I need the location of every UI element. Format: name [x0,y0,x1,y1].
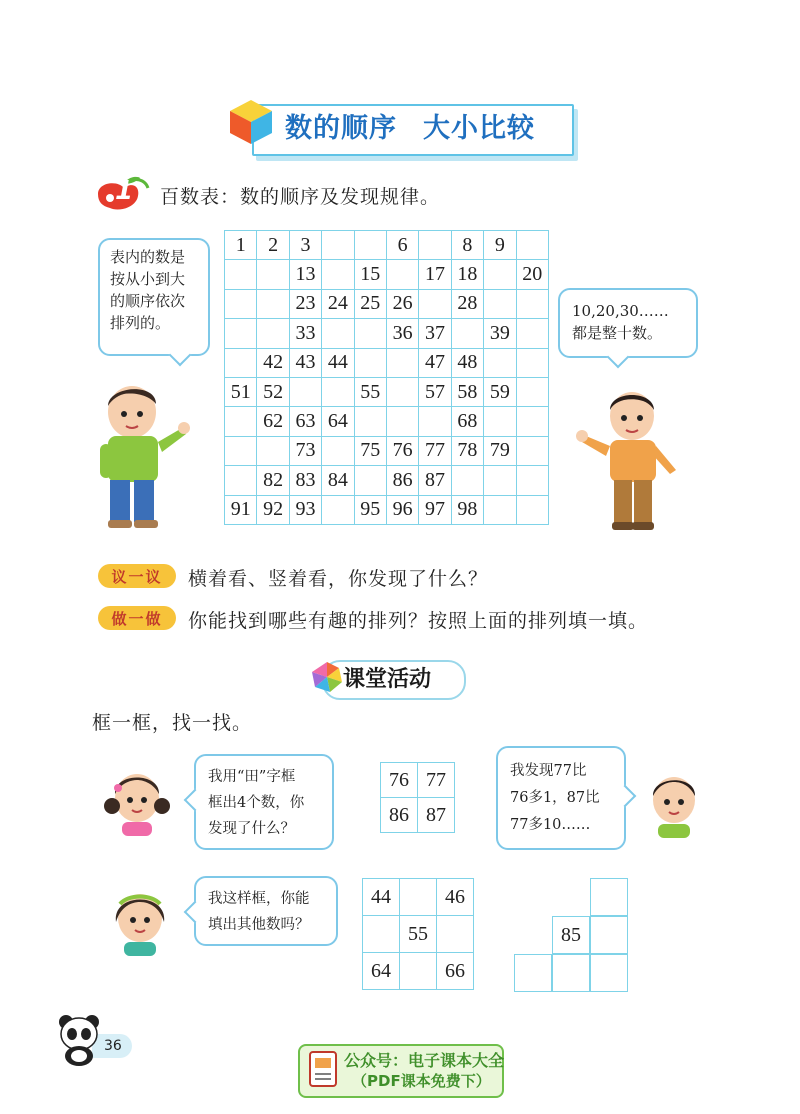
grid-cell: 76 [386,436,418,465]
grid-cell [354,231,386,260]
grid-cell [484,348,516,377]
girl-pigtails-illustration [104,766,170,836]
speech-bubble-girl2 [194,876,338,946]
grid-cell: 42 [257,348,289,377]
bubble-line: 77多10…… [510,817,591,833]
panda-icon [54,1012,106,1066]
grid-row [225,260,549,289]
grid-cell [225,407,257,436]
grid-cell [419,289,451,318]
grid-cell: 91 [225,495,257,524]
grid-cell: 20 [516,260,548,289]
grid-cell: 44 [363,879,400,916]
bubble-line: 框出4个数，你 [208,795,305,811]
page-number: 36 [104,1038,122,1054]
bubble-line: 按从小到大 [110,270,186,288]
activity-title: 课堂活动 [343,667,432,692]
bubble-line: 的顺序依次 [110,292,186,310]
hundred-grid [224,230,549,525]
grid-cell [516,495,548,524]
grid-row [225,495,549,524]
grid-cell: 83 [289,466,321,495]
grid-cell: 55 [400,916,437,953]
grid-cell: 57 [419,377,451,406]
grid-row [381,798,455,833]
grid-cell: 23 [289,289,321,318]
grid-cell: 96 [386,495,418,524]
grid-cell [400,879,437,916]
grid-cell [257,436,289,465]
grid-row [225,348,549,377]
grid-cell: 55 [354,377,386,406]
grid-cell [516,466,548,495]
staircase-grid [514,878,628,992]
grid-cell [516,436,548,465]
tian-grid [380,762,455,833]
grid-cell: 3 [289,231,321,260]
grid-cell: 64 [322,407,354,436]
grid-row [381,763,455,798]
grid-cell [516,289,548,318]
grid-cell: 86 [381,798,418,833]
grid-cell: 73 [289,436,321,465]
doit-label: 做一做 [98,606,176,630]
example-number: 1 [115,176,134,206]
diagonal-grid [362,878,474,990]
grid-row [363,879,474,916]
grid-cell: 93 [289,495,321,524]
grid-cell [386,260,418,289]
speech-bubble-left [98,238,210,356]
grid-cell: 47 [419,348,451,377]
grid-cell [484,495,516,524]
grid-cell: 44 [322,348,354,377]
grid-cell [419,407,451,436]
grid-cell [322,495,354,524]
grid-row [225,377,549,406]
grid-cell [516,407,548,436]
grid-cell: 51 [225,377,257,406]
grid-cell [354,348,386,377]
speech-bubble-girl1 [194,754,334,850]
girl-headband-illustration [108,886,172,956]
grid-cell [516,348,548,377]
grid-row [225,407,549,436]
grid-cell: 28 [451,289,483,318]
frame-instruction: 框一框，找一找。 [92,712,253,734]
pinwheel-icon [310,660,344,694]
grid-cell [225,466,257,495]
grid-cell [257,260,289,289]
grid-cell [225,436,257,465]
grid-cell: 33 [289,319,321,348]
grid-cell: 17 [419,260,451,289]
grid-cell: 15 [354,260,386,289]
grid-cell: 79 [484,436,516,465]
grid-row [225,319,549,348]
grid-cell [257,289,289,318]
grid-cell [354,466,386,495]
doit-text: 你能找到哪些有趣的排列？按照上面的排列填一填。 [188,610,649,632]
grid-cell [552,954,590,992]
grid-cell [516,377,548,406]
grid-row [225,436,549,465]
grid-cell: 63 [289,407,321,436]
grid-cell [514,954,552,992]
grid-row [363,953,474,990]
bubble-line: 发现了什么？ [208,821,295,837]
bubble-line: 我发现77比 [510,763,587,779]
section-heading: 百数表：数的顺序及发现规律。 [160,186,441,208]
discuss-text: 横着看、竖着看，你发现了什么？ [188,568,489,590]
grid-cell [516,319,548,348]
boy-green-collar-illustration [646,770,702,838]
grid-cell [225,260,257,289]
bubble-line: 填出其他数吗？ [208,917,310,933]
grid-cell [386,377,418,406]
grid-cell [451,466,483,495]
grid-cell: 26 [386,289,418,318]
grid-row [225,231,549,260]
bubble-line: 表内的数是 [110,248,186,266]
grid-cell: 39 [484,319,516,348]
grid-cell: 9 [484,231,516,260]
grid-cell: 87 [418,798,455,833]
grid-cell: 78 [451,436,483,465]
grid-row [363,916,474,953]
bubble-line: 排列的。 [110,314,171,332]
grid-cell: 48 [451,348,483,377]
grid-cell: 52 [257,377,289,406]
grid-cell: 64 [363,953,400,990]
grid-cell: 43 [289,348,321,377]
grid-cell [322,231,354,260]
grid-cell: 98 [451,495,483,524]
grid-cell: 2 [257,231,289,260]
grid-cell [484,289,516,318]
grid-cell [484,260,516,289]
grid-cell [322,377,354,406]
grid-cell: 13 [289,260,321,289]
bubble-line: 我用“田”字框 [208,769,296,785]
bubble-line: 10,20,30…… [572,302,669,320]
grid-cell [590,916,628,954]
grid-cell: 84 [322,466,354,495]
speech-bubble-boy [496,746,626,850]
boy-orange-shirt-illustration [576,384,686,534]
discuss-label: 议一议 [98,564,176,588]
grid-cell: 62 [257,407,289,436]
grid-cell [516,231,548,260]
grid-cell: 95 [354,495,386,524]
grid-cell [386,407,418,436]
grid-cell [225,289,257,318]
grid-cell: 6 [386,231,418,260]
grid-row [225,466,549,495]
grid-cell [386,348,418,377]
grid-cell [289,377,321,406]
grid-cell: 92 [257,495,289,524]
grid-cell [363,916,400,953]
grid-cell: 85 [552,916,590,954]
grid-cell: 87 [419,466,451,495]
grid-cell: 36 [386,319,418,348]
grid-row [225,289,549,318]
grid-cell: 76 [381,763,418,798]
grid-cell [484,466,516,495]
grid-cell: 46 [437,879,474,916]
grid-cell [400,953,437,990]
grid-cell: 8 [451,231,483,260]
grid-cell: 1 [225,231,257,260]
grid-cell: 18 [451,260,483,289]
grid-cell: 24 [322,289,354,318]
bubble-line: 76多1，87比 [510,790,600,806]
grid-cell: 66 [437,953,474,990]
grid-cell [437,916,474,953]
grid-cell: 37 [419,319,451,348]
grid-cell [322,319,354,348]
boy-green-shirt-illustration [96,378,196,534]
grid-cell [590,954,628,992]
grid-cell [354,319,386,348]
grid-cell: 77 [418,763,455,798]
grid-cell [257,319,289,348]
grid-cell: 97 [419,495,451,524]
grid-cell [419,231,451,260]
grid-cell: 82 [257,466,289,495]
grid-cell [451,319,483,348]
grid-cell: 59 [484,377,516,406]
grid-cell: 25 [354,289,386,318]
page-title: 数的顺序 大小比较 [285,113,535,144]
bubble-line: 都是整十数。 [572,324,663,342]
speech-bubble-right [558,288,698,358]
grid-cell [590,878,628,916]
grid-cell [484,407,516,436]
grid-cell [322,436,354,465]
watermark-line-2: （PDF课本免费下） [352,1072,491,1090]
bubble-line: 我这样框，你能 [208,891,310,907]
book-icon [308,1050,338,1088]
grid-cell [225,319,257,348]
grid-cell: 75 [354,436,386,465]
cube-icon [228,98,274,146]
grid-cell: 58 [451,377,483,406]
grid-cell: 77 [419,436,451,465]
grid-cell [322,260,354,289]
grid-cell: 86 [386,466,418,495]
watermark-line-1: 公众号：电子课本大全 [344,1051,505,1070]
grid-cell: 68 [451,407,483,436]
grid-cell [354,407,386,436]
grid-cell [225,348,257,377]
